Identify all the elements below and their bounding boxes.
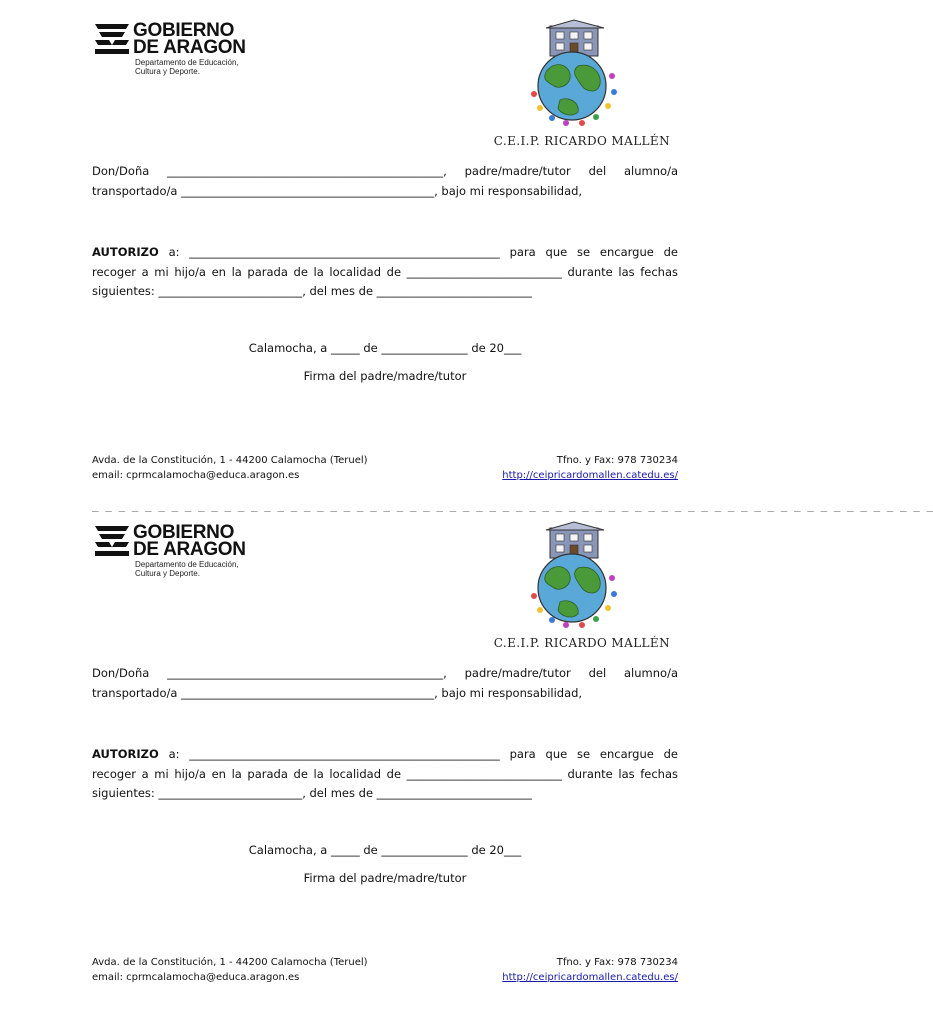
place-date-line: Calamocha, a _____ de _______________ de 20___ <box>248 843 522 857</box>
footer-contact <box>92 453 368 483</box>
website-link[interactable]: http://ceipricardomallen.catedu.es/ <box>502 470 678 481</box>
authorization-paragraph <box>92 745 678 804</box>
guardian-paragraph <box>92 162 678 201</box>
authorize-line-3: siguientes: _________________________, del mes de ___________________________ <box>92 786 532 800</box>
authorize-line-2: recoger a mi hijo/a en la parada de la localidad de ___________________________ durante las fechas <box>92 766 678 781</box>
globe-school-emblem-icon <box>520 20 630 128</box>
authorize-keyword: AUTORIZO <box>92 747 159 761</box>
gov-name: GOBIERNO DE ARAGON <box>133 522 246 560</box>
authorization-paragraph <box>92 243 678 302</box>
aragon-stripes-icon <box>95 24 129 54</box>
authorize-line-1: AUTORIZO a: ______________________________________________________ para que se encargue de <box>92 747 678 761</box>
place-date-line: Calamocha, a _____ de _______________ de 20___ <box>248 341 522 355</box>
footer-phone: Tfno. y Fax: 978 730234 <box>556 455 678 466</box>
authorize-line-1: AUTORIZO a: ______________________________________________________ para que se encargue de <box>92 245 678 259</box>
cut-line: _ _ _ _ _ _ _ _ _ _ _ _ _ _ _ _ _ _ _ _ _ _ _ _ _ _ _ _ _ _ _ _ _ _ _ _ _ _ _ _ _ _ _ _ _ _ _ _ _ _ _ _ _ _ _ _ _ _ _ _ _ _ _ _ <box>92 499 933 512</box>
guardian-line-2: transportado/a ____________________________________________, bajo mi responsabilidad, <box>92 183 583 198</box>
gobierno-aragon-logo <box>95 22 265 78</box>
footer-phone: Tfno. y Fax: 978 730234 <box>556 957 678 968</box>
footer-contact-right <box>502 453 678 483</box>
signature-label: Firma del padre/madre/tutor <box>303 369 467 383</box>
aragon-stripes-icon <box>95 526 129 556</box>
guardian-paragraph <box>92 664 678 703</box>
footer-contact <box>92 955 368 985</box>
authorization-form-1 <box>0 0 770 500</box>
gov-department: Departamento de Educación, Cultura y Deporte. <box>135 58 239 76</box>
authorize-line-3: siguientes: _________________________, del mes de ___________________________ <box>92 284 532 298</box>
footer-address: Avda. de la Constitución, 1 - 44200 Calamocha (Teruel) <box>92 455 368 466</box>
authorization-form-2 <box>0 499 933 1002</box>
footer-email: email: cprmcalamocha@educa.aragon.es <box>92 972 300 983</box>
authorize-line-2: recoger a mi hijo/a en la parada de la localidad de ___________________________ durante las fechas <box>92 264 678 279</box>
gov-name: GOBIERNO DE ARAGON <box>133 20 246 58</box>
guardian-line-1: Don/Doña ________________________________________________, padre/madre/tutor del alumno/a <box>92 666 678 680</box>
footer-contact-right <box>502 955 678 985</box>
footer-address: Avda. de la Constitución, 1 - 44200 Calamocha (Teruel) <box>92 957 368 968</box>
signature-label: Firma del padre/madre/tutor <box>303 871 467 885</box>
gobierno-aragon-logo <box>95 524 265 580</box>
footer-email: email: cprmcalamocha@educa.aragon.es <box>92 470 300 481</box>
school-name: C.E.I.P. RICARDO MALLÉN <box>493 636 670 650</box>
guardian-line-1: Don/Doña ________________________________________________, padre/madre/tutor del alumno/a <box>92 164 678 178</box>
authorize-keyword: AUTORIZO <box>92 245 159 259</box>
school-name: C.E.I.P. RICARDO MALLÉN <box>493 134 670 148</box>
globe-school-emblem-icon <box>520 522 630 630</box>
gov-department: Departamento de Educación, Cultura y Deporte. <box>135 560 239 578</box>
guardian-line-2: transportado/a ____________________________________________, bajo mi responsabilidad, <box>92 685 583 700</box>
website-link[interactable]: http://ceipricardomallen.catedu.es/ <box>502 972 678 983</box>
